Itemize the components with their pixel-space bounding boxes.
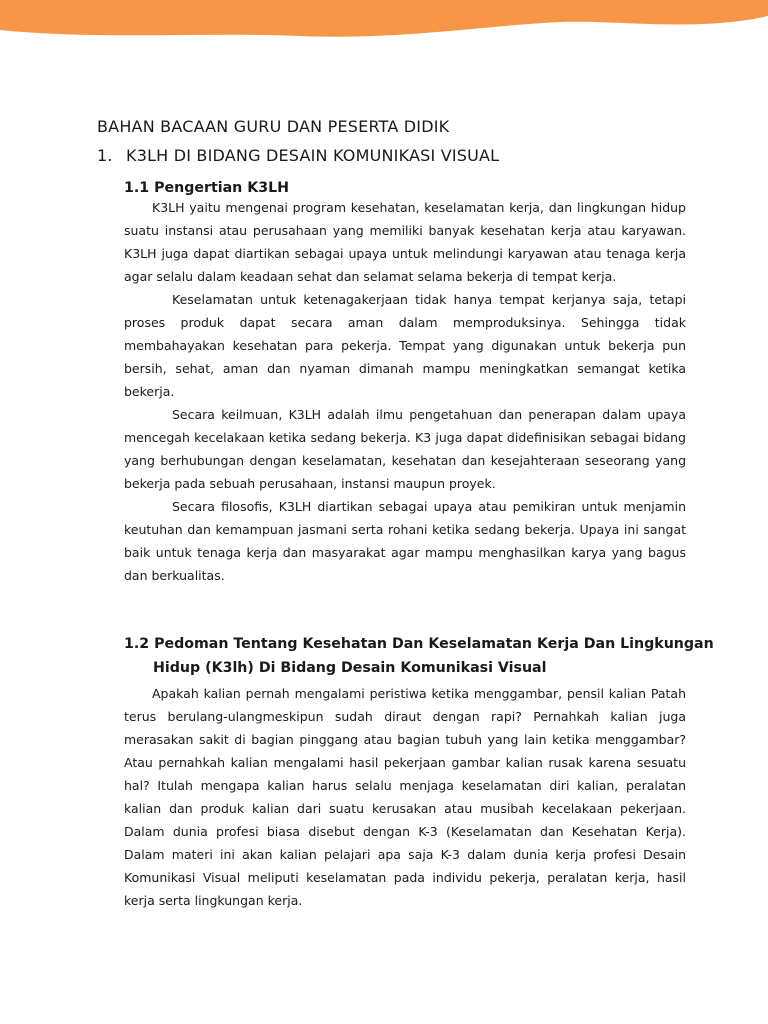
header-wave-decoration <box>0 0 768 48</box>
section-1-1-body <box>124 196 686 587</box>
section-heading-1-2-line2: Hidup (K3lh) Di Bidang Desain Komunikasi Visual <box>153 660 547 676</box>
paragraph-philosophical: Secara filosofis, K3LH diartikan sebagai upaya atau pemikiran untuk menjamin keutuhan dan kemampuan jasmani serta rohani ketika sedang bekerja. Upaya ini sangat baik untuk tenaga kerja dan masyarakat agar mampu menghasilkan karya yang bagus dan berkualitas. <box>124 499 686 583</box>
paragraph-safety: Keselamatan untuk ketenagakerjaan tidak hanya tempat kerjanya saja, tetapi proses produk dapat secara aman dalam memproduksinya. Sehingga tidak membahayakan kesehatan para pekerja. Tempat yang digunakan untuk bekerja pun bersih, sehat, aman dan nyaman dimanah mampu meningkatkan semangat ketika bekerja. <box>124 292 686 399</box>
chapter-title: K3LH DI BIDANG DESAIN KOMUNIKASI VISUAL <box>126 146 500 165</box>
section-heading-1-1: 1.1 Pengertian K3LH <box>124 180 290 196</box>
document-title: BAHAN BACAAN GURU DAN PESERTA DIDIK <box>97 117 450 136</box>
section-heading-1-2 <box>124 632 714 680</box>
wave-shape <box>0 0 768 37</box>
section-1-2-body <box>124 682 686 912</box>
section-heading-1-2-line1: 1.2 Pedoman Tentang Kesehatan Dan Keselamatan Kerja Dan Lingkungan <box>124 636 714 652</box>
chapter-heading <box>97 146 499 165</box>
chapter-number: 1. <box>97 146 113 165</box>
paragraph-definition: K3LH yaitu mengenai program kesehatan, keselamatan kerja, dan lingkungan hidup suatu instansi atau perusahaan yang memiliki banyak kesehatan kerja atau karyawan. K3LH juga dapat diartikan sebagai upaya untuk melindungi karyawan atau tenaga kerja agar selalu dalam keadaan sehat dan selamat selama bekerja di tempat kerja. <box>124 200 686 284</box>
paragraph-guidelines: Apakah kalian pernah mengalami peristiwa ketika menggambar, pensil kalian Patah terus berulang-ulangmeskipun sudah diraut dengan rapi? Pernahkah kalian juga merasakan sakit di bagian pinggang atau bagian tubuh yang lain ketika menggambar? Atau pernahkah kalian mengalami hasil pekerjaan gambar kalian rusak karena sesuatu hal? Itulah mengapa kalian harus selalu menjaga keselamatan diri kalian, peralatan kalian dan produk kalian dari suatu kerusakan atau musibah kecelakaan pekerjaan. Dalam dunia profesi biasa disebut dengan K-3 (Keselamatan dan Kesehatan Kerja). Dalam materi ini akan kalian pelajari apa saja K-3 dalam dunia kerja profesi Desain Komunikasi Visual meliputi keselamatan pada individu pekerja, peralatan kerja, hasil kerja serta lingkungan kerja. <box>124 686 686 908</box>
paragraph-scientific: Secara keilmuan, K3LH adalah ilmu pengetahuan dan penerapan dalam upaya mencegah kecelakaan ketika sedang bekerja. K3 juga dapat didefinisikan sebagai bidang yang berhubungan dengan keselamatan, kesehatan dan kesejahteraan seseorang yang bekerja pada sebuah perusahaan, instansi maupun proyek. <box>124 407 686 491</box>
